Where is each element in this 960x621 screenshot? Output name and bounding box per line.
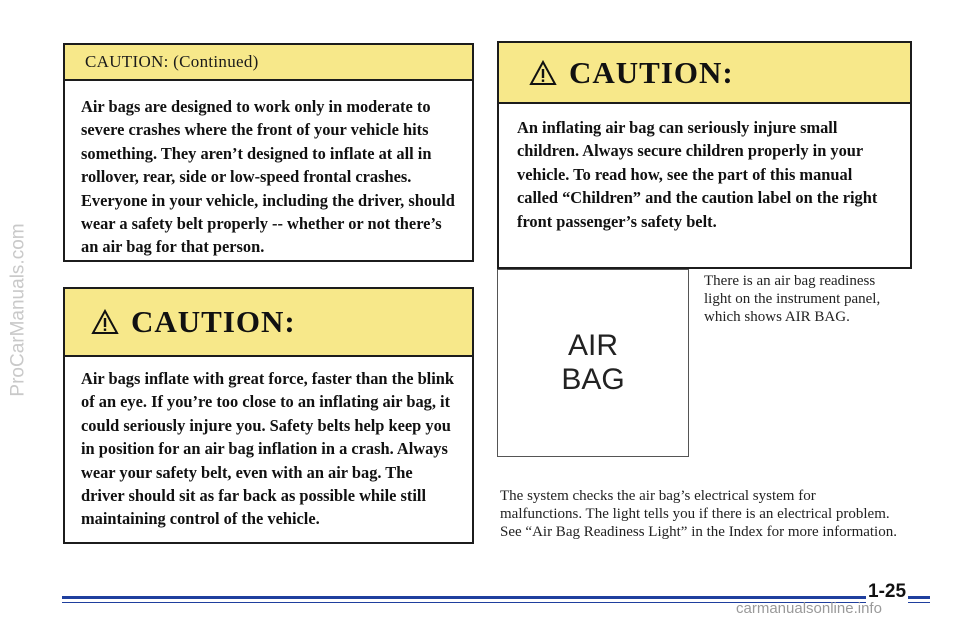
caution-continued-box <box>63 43 474 262</box>
warning-triangle-icon <box>529 60 557 86</box>
page-number: 1-25 <box>868 581 907 602</box>
caution-continued-header <box>65 45 472 81</box>
readiness-light-text: There is an air bag readiness light on the instrument panel, which shows AIR BAG. <box>704 273 881 325</box>
indicator-line-2: BAG <box>561 363 625 396</box>
air-bag-indicator <box>497 269 689 457</box>
caution-continued-text: Air bags are designed to work only in moderate to severe crashes where the front of your vehicle hits something. They aren’t designed to inflate at all in rollover, rear, side or low-speed frontal crashes. Everyone in your vehicle, including the driver, should wear a safety belt properly -- whether or not there’s an air bag for that person. <box>81 97 455 257</box>
warning-triangle-icon <box>91 309 119 335</box>
caution-children-box <box>497 41 912 269</box>
footer-watermark: carmanualsonline.info <box>736 600 882 617</box>
side-watermark <box>6 30 32 590</box>
indicator-line-1: AIR <box>567 329 618 362</box>
caution-children-text: An inflating air bag can seriously injure small children. Always secure children properly in your vehicle. To read how, see the part of this manual called “Children” and the caution label on the right front passenger’s safety belt. <box>517 118 878 231</box>
caution-inflate-text: Air bags inflate with great force, faster than the blink of an eye. If you’re too close to an inflating air bag, it could seriously injure you. Safety belts help keep you in position for an air bag inflation in a crash. Always wear your safety belt, even with an air bag. The driver should sit as far back as possible while still maintaining control of the vehicle. <box>81 369 455 529</box>
caution-inflate-title: CAUTION: <box>131 304 296 339</box>
caution-inflate-header <box>65 289 472 357</box>
system-check-text: The system checks the air bag’s electrical system for malfunctions. The light tells you if there is an electrical problem. See “Air Bag Readiness Light” in the Index for more information. <box>500 488 897 540</box>
footer-rule <box>62 596 930 599</box>
caution-children-title: CAUTION: <box>569 54 734 90</box>
caution-children-header <box>499 43 910 104</box>
side-watermark-text: ProCarManuals.com <box>8 223 30 397</box>
caution-continued-title: CAUTION: (Continued) <box>85 52 259 71</box>
caution-inflate-box <box>63 287 474 544</box>
